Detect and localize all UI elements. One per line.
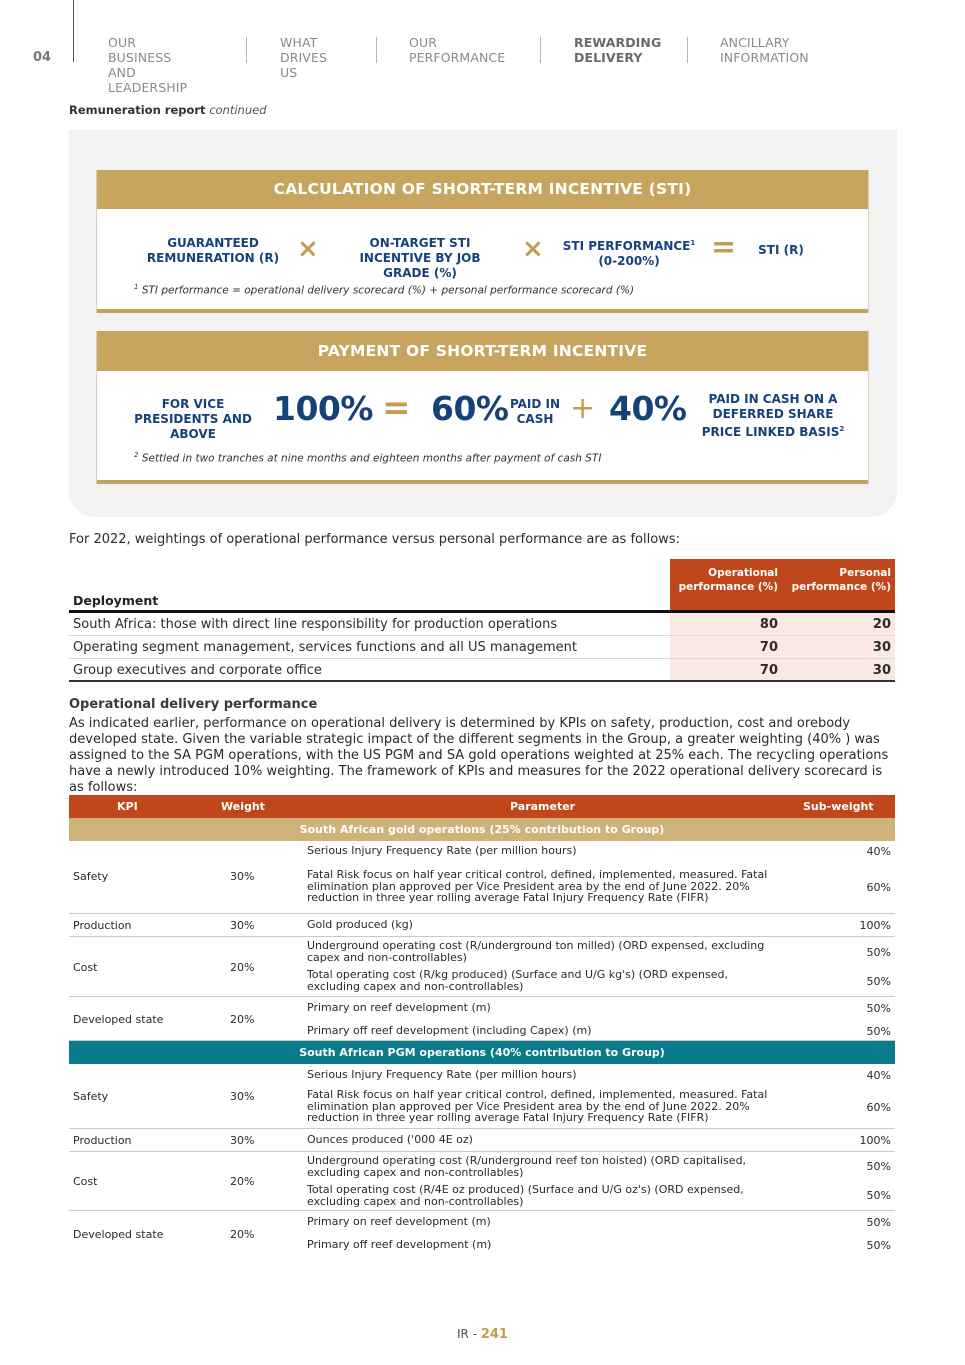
cash-percentage: 60% [431,389,509,428]
table-row: Developed state 20% Primary on reef development (m) 50% Primary off reef development (m) 50% [73,1215,891,1252]
sti-payment-panel [96,331,869,484]
kpi-table-header [69,795,895,818]
nav-ancillary-information[interactable]: ANCILLARY INFORMATION [720,35,809,65]
on-target-sti-term: ON-TARGET STI INCENTIVE BY JOB GRADE (%) [359,236,481,280]
sti-calculation-panel [96,170,869,313]
nav-rewarding-delivery[interactable]: REWARDING DELIVERY [574,35,662,65]
table-row: Developed state 20% Primary on reef development (m) 50% Primary off reef development (including Capex) (m) 50% [69,997,895,1041]
equals-operator: = [382,388,411,428]
nav-separator [246,37,247,63]
weightings-intro: For 2022, weightings of operational performance versus personal performance are as follows: [69,532,680,547]
deferred-percentage: 40% [609,389,687,428]
operational-delivery-heading: Operational delivery performance [69,697,318,712]
sti-calculation-title: CALCULATION OF SHORT-TERM INCENTIVE (STI) [97,170,868,209]
total-percentage: 100% [273,389,373,428]
guaranteed-remuneration-term: GUARANTEED REMUNERATION (R) [146,236,280,265]
col-deployment: Deployment [73,593,159,608]
col-kpi: KPI [117,800,138,813]
multiply-operator: × [297,234,319,264]
deferred-cash-label: PAID IN CASH ON A DEFERRED SHARE PRICE LINKED BASIS$^2$ [701,392,845,439]
table-row: Production 30% Gold produced (kg) 100% [69,914,895,937]
nav-what-drives-us[interactable]: WHAT DRIVES US [280,35,327,80]
nav-separator [687,37,688,63]
kpi-table [69,795,895,1257]
col-weight: Weight [221,800,265,813]
page-footer: IR - 241 [457,1327,508,1342]
col-parameter: Parameter [510,800,576,813]
col-operational: Operational performance (%) [670,559,782,610]
equals-operator: = [711,230,737,265]
panel-underline [97,480,868,484]
sti-result-term: STI (R) [758,243,804,257]
table-row: South Africa: those with direct line responsibility for production operations 80 20 [69,613,895,636]
sti-calculation-footnote: $^1$ STI performance = operational delivery scorecard (%) + personal performance scorecard (%) [134,283,635,297]
table-row: Safety 30% Serious Injury Frequency Rate (per million hours) 40% Fatal Risk focus on half year critical control, defined, implemented, measured. Fatal elimination plan approved per Vice President area by the end of June 2022. 20% reduction in three year rolling average Fatal Injury Frequency Rate (FIFR) 60% [69,1064,895,1129]
nav-separator [540,37,541,63]
table-row: Cost 20% Underground operating cost (R/underground reef ton hoisted) (ORD capitalised, excluding capex and non-controllables) 50% Total operating cost (R/4E oz produced) (Surface and U/G oz's) (ORD expensed, excluding capex and non-controllables) 50% [69,1152,895,1211]
page-number: 04 [33,50,52,65]
sti-payment-footnote: $^2$ Settled in two tranches at nine months and eighteen months after payment of cash STI [134,451,602,465]
section-label: Remuneration report continued [69,103,267,117]
footer-page-number: 241 [480,1327,508,1342]
col-subweight: Sub-weight [803,800,874,813]
table-row: Safety 30% Serious Injury Frequency Rate (per million hours) 40% Fatal Risk focus on half year critical control, defined, implemented, measured. Fatal elimination plan approved per Vice President area by the end of June 2022. 20% reduction in three year rolling average Fatal Injury Frequency Rate (FIFR) 60% [69,841,895,914]
sti-payment-title: PAYMENT OF SHORT-TERM INCENTIVE [97,331,868,371]
paid-in-cash-label: PAID IN CASH [509,397,561,426]
section-sa-gold: South African gold operations (25% contribution to Group) [69,818,895,841]
col-personal: Personal performance (%) [782,559,895,610]
table-row: Production 30% Ounces produced ('000 4E oz) 100% [69,1129,895,1152]
section-sa-pgm: South African PGM operations (40% contribution to Group) [69,1041,895,1064]
table-row: Group executives and corporate office 70 30 [69,659,895,682]
header-divider [73,0,74,62]
plus-operator: + [570,391,596,426]
nav-our-business[interactable]: OUR BUSINESS AND LEADERSHIP [108,35,188,95]
weightings-table-header [69,559,895,613]
panel-underline [97,309,868,313]
nav-separator [376,37,377,63]
vice-presidents-label: FOR VICE PRESIDENTS AND ABOVE [134,397,252,441]
table-row: Cost 20% Underground operating cost (R/underground ton milled) (ORD expensed, excluding capex and non-controllables) 50% Total operating cost (R/kg produced) (Surface and U/G kg's) (ORD expensed, excluding capex and non-controllables) 50% [69,937,895,997]
nav-our-performance[interactable]: OUR PERFORMANCE [409,35,506,65]
operational-delivery-paragraph: As indicated earlier, performance on operational delivery is determined by KPIs on safety, production, cost and orebody developed state. Given the variable strategic impact of the different segments in the Group, a greater weighting (40% ) was assigned to the SA PGM operations, with the US PGM and SA gold operations weighted at 25% each. The recycling operations have a newly introduced 10% weighting. The framework of KPIs and measures for the 2022 operational delivery scorecard is as follows: [69,716,889,795]
weightings-table [69,559,895,682]
sti-performance-term: STI PERFORMANCE$^1$ (0-200%) [562,239,696,268]
table-row: Operating segment management, services functions and all US management 70 30 [69,636,895,659]
multiply-operator: × [522,234,544,264]
